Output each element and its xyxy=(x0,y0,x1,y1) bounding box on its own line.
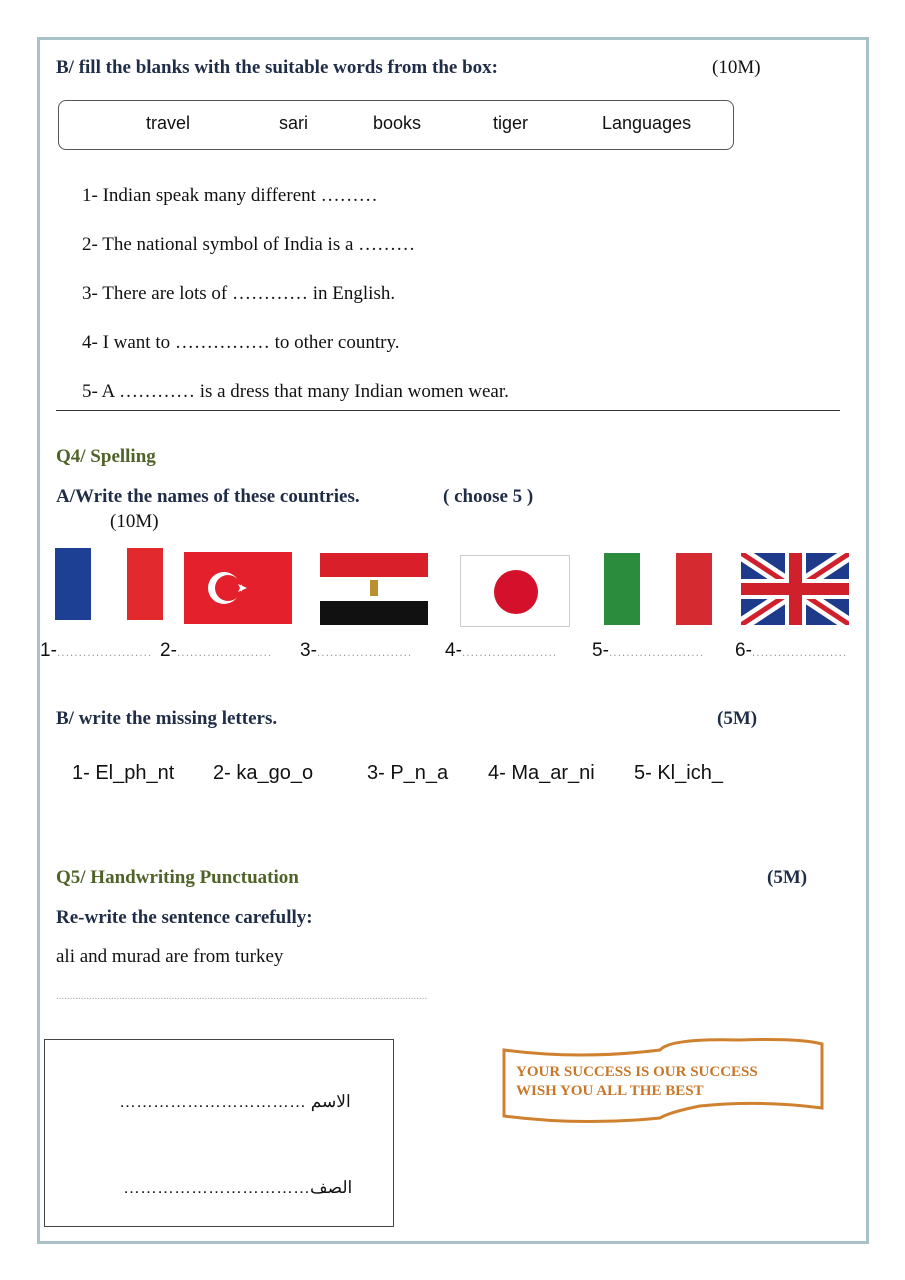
answer-5[interactable] xyxy=(592,640,704,662)
choose-note: ( choose 5 ) xyxy=(443,486,534,507)
sentence: 3- There are lots of ………… in English. xyxy=(82,283,396,304)
answer-1[interactable] xyxy=(40,640,152,662)
q5-instruction: Re-write the sentence carefully: xyxy=(56,907,313,928)
class-field[interactable] xyxy=(123,1178,352,1198)
missing-word: 3- P_n_a xyxy=(367,762,449,784)
missing-word: 2- ka_go_o xyxy=(213,762,314,784)
divider xyxy=(56,410,840,411)
q5-marks: (5M) xyxy=(767,867,808,888)
answer-blank: ...................... xyxy=(751,645,848,659)
france-flag xyxy=(55,548,163,620)
egypt-flag xyxy=(320,553,428,625)
turkey-flag xyxy=(184,552,292,624)
word: tiger xyxy=(493,113,529,133)
q4-part-a: A/Write the names of these countries. xyxy=(56,486,360,507)
banner-line-1: YOUR SUCCESS IS OUR SUCCESS xyxy=(516,1064,758,1080)
q5-title: Q5/ Handwriting Punctuation xyxy=(56,867,299,888)
word: sari xyxy=(279,113,309,133)
answer-2[interactable] xyxy=(160,640,272,662)
word: travel xyxy=(146,113,191,133)
sentence: 4- I want to …………… to other country. xyxy=(82,332,400,353)
section-b-title: B/ fill the blanks with the suitable words from the box: xyxy=(56,57,498,78)
sentence: 1- Indian speak many different ……… xyxy=(82,185,378,206)
missing-word: 1- El_ph_nt xyxy=(72,762,175,784)
class-blank: …………………………… xyxy=(123,1178,310,1197)
student-info-box xyxy=(44,1039,394,1227)
class-label: الصف xyxy=(310,1178,353,1197)
word: Languages xyxy=(602,113,692,133)
missing-word: 5- Kl_ich_ xyxy=(634,762,723,784)
answer-label: 2- xyxy=(160,640,177,661)
answer-label: 3- xyxy=(300,640,317,661)
answer-label: 5- xyxy=(592,640,609,661)
italy-flag xyxy=(604,553,712,625)
answer-label: 4- xyxy=(445,640,462,661)
answer-3[interactable] xyxy=(300,640,412,662)
q4-marks-a: (10M) xyxy=(110,511,159,532)
answer-4[interactable] xyxy=(445,640,557,662)
q4-marks-b: (5M) xyxy=(717,708,758,729)
word: books xyxy=(373,113,422,133)
q4-part-b: B/ write the missing letters. xyxy=(56,708,278,729)
answer-label: 1- xyxy=(40,640,57,661)
section-b-marks: (10M) xyxy=(712,57,761,78)
answer-blank: ...................... xyxy=(56,645,153,659)
answer-blank: ...................... xyxy=(176,645,273,659)
q4-title: Q4/ Spelling xyxy=(56,446,156,467)
sentence: 2- The national symbol of India is a ……… xyxy=(82,234,416,255)
missing-word: 4- Ma_ar_ni xyxy=(488,762,595,784)
answer-blank: ...................... xyxy=(608,645,705,659)
japan-flag xyxy=(460,555,570,627)
q5-sentence: ali and murad are from turkey xyxy=(56,946,284,967)
answer-6[interactable] xyxy=(735,640,847,662)
name-label: الاسم xyxy=(310,1092,351,1111)
answer-label: 6- xyxy=(735,640,752,661)
answer-blank: ...................... xyxy=(461,645,558,659)
sentence: 5- A ………… is a dress that many Indian women wear. xyxy=(82,381,509,402)
word-box xyxy=(58,100,734,150)
answer-blank: ...................... xyxy=(316,645,413,659)
name-field[interactable] xyxy=(119,1092,351,1112)
banner-line-2: WISH YOU ALL THE BEST xyxy=(516,1083,704,1099)
success-banner xyxy=(500,1036,826,1126)
name-blank: …………………………… xyxy=(119,1092,306,1111)
uk-flag xyxy=(741,553,849,625)
answer-line[interactable]: ....................................................................................................................................... xyxy=(56,990,428,1002)
